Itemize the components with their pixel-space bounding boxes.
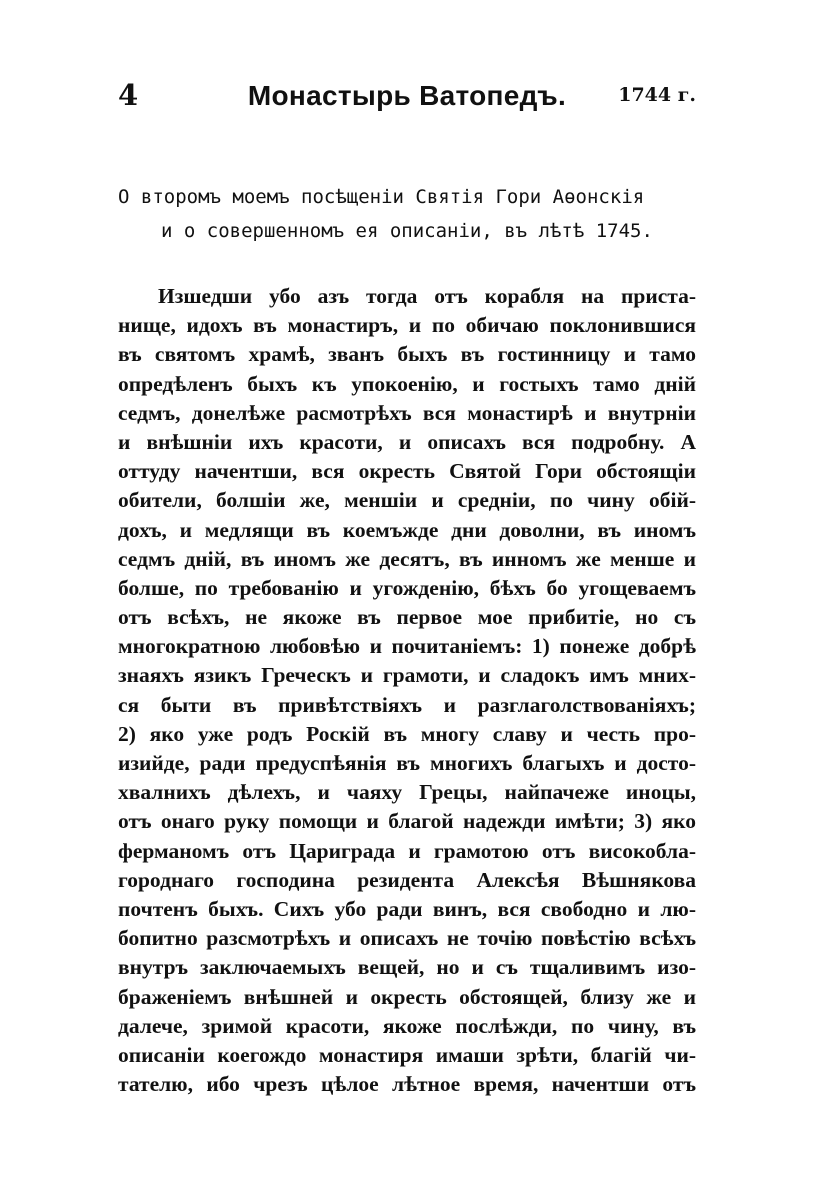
text-line: изийде, ради предуспѣянія въ многихъ благыхъ и досто- [118,751,696,775]
text-line: 2) яко уже родъ Роскій въ многу славу и честь про- [118,721,696,746]
text-line: описаніи коегождо монастиря имаши зрѣти, благій чи- [118,1042,696,1067]
text-line: въ святомъ храмѣ, званъ быхъ въ гостинницу и тамо [118,342,696,367]
text-line: отъ онаго руку помощи и благой надежди имѣти; 3) яко [118,809,696,834]
text-line: почтенъ быхъ. Сихъ убо ради винъ, вся свободно и лю- [118,896,696,921]
text-line: знаяхъ язикъ Греческъ и грамоти, и сладокъ имъ мних- [118,663,696,688]
running-title: Монастырь Ватопедъ. [247,80,567,111]
text-line: оттуду начентши, вся окресть Святой Гори обстоящіи [118,459,696,484]
text-line: отъ всѣхъ, не якоже въ первое мое прибитіе, но съ [118,605,696,630]
text-line: дохъ, и медлящи въ коемъжде дни доволни, въ иномъ [118,517,696,542]
text-line: обители, болшіи же, меншіи и средніи, по чину обій- [118,488,696,513]
chapter-title-line: и о совершенномъ ея описаніи, въ лѣтѣ 1745. [161,220,653,242]
text-line: седмъ, донелѣже расмотрѣхъ вся монастирѣ и внутрніи [118,400,696,425]
text-line: городнаго господина резидента Алексѣя Вѣшнякова [118,867,696,892]
page-number: 4 [118,78,139,112]
text-line: ся быти въ привѣтствіяхъ и разглаголствованіяхъ; [118,692,696,717]
text-line: хвалнихъ дѣлехъ, и чаяху Грецы, найпачеже иноцы, [118,780,696,805]
text-line: браженіемъ внѣшней и окресть обстоящей, близу же и [118,984,696,1009]
text-line: тателю, ибо чрезъ цѣлое лѣтное время, начентши отъ [118,1072,696,1097]
header-year: 1744 г. [618,84,696,106]
text-line: седмъ дній, въ иномъ же десятъ, въ инномъ же менше и [118,546,696,571]
text-line: далече, зримой красоти, якоже послѣжди, по чину, въ [118,1013,696,1038]
text-line: внутръ заключаемыхъ вещей, но и съ тщаливимъ изо- [118,955,696,980]
page-header [118,78,696,118]
chapter-title [118,180,696,248]
body-text [118,282,696,1099]
text-line: многократною любовѣю и почитаніемъ: 1) понеже добрѣ [118,634,696,659]
text-line: бопитно разсмотрѣхъ и описахъ не точію повѣстію всѣхъ [118,926,696,951]
text-line: опредѣленъ быхъ къ упокоенію, и гостыхъ тамо дній [118,371,696,396]
chapter-title-line: О второмъ моемъ посѣщеніи Святія Гори Аѳонскія [118,186,645,208]
text-line: болше, по требованію и угожденію, бѣхъ бо угощеваемъ [118,575,696,600]
text-line: нище, идохъ въ монастиръ, и по обичаю поклонившися [118,313,696,338]
text-line: Изшедши убо азъ тогда отъ корабля на приста- [158,284,696,308]
text-line: и внѣшніи ихъ красоти, и описахъ вся подробну. А [118,429,696,454]
text-line: ферманомъ отъ Цариграда и грамотою отъ високобла- [118,838,696,863]
